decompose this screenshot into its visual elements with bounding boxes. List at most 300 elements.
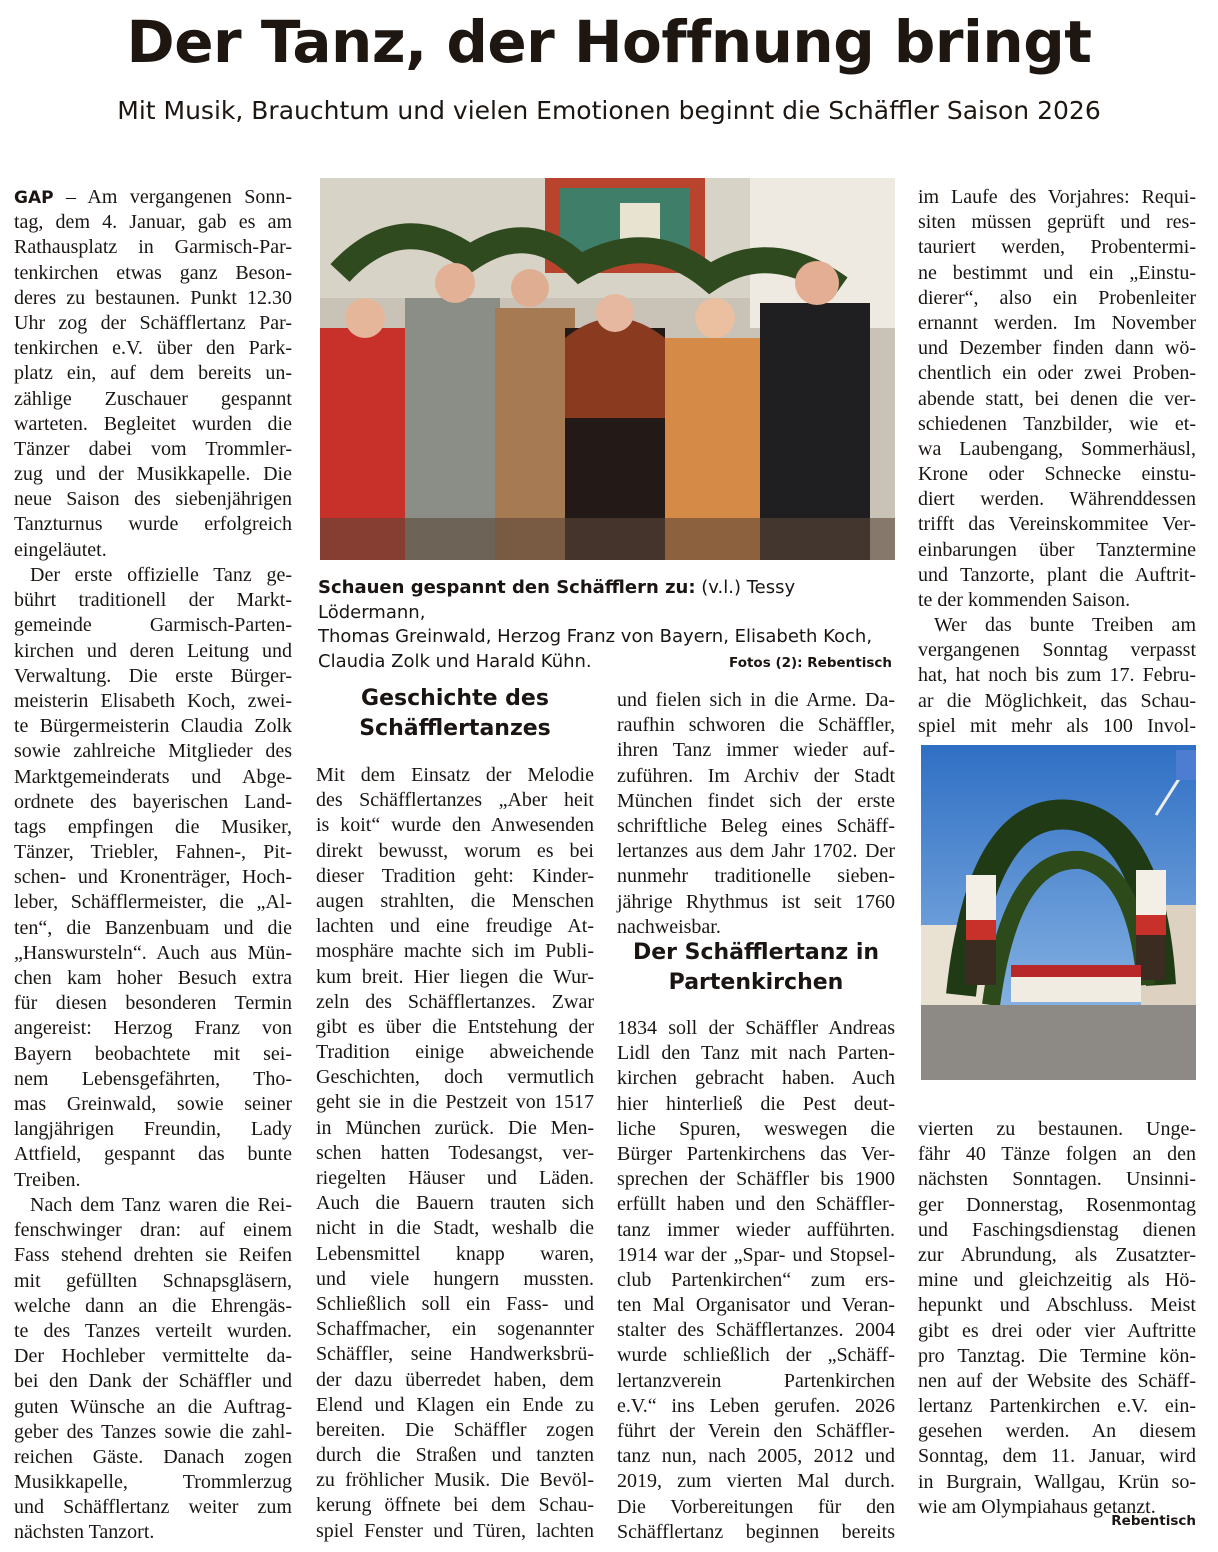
text-line-content xyxy=(316,1368,594,1393)
text: einbarungen über Tanztermine xyxy=(918,538,1196,561)
text: tag, dem 4. Januar, gab es am xyxy=(14,211,292,234)
text-line xyxy=(316,939,594,964)
text: diert werden. Währenddessen xyxy=(918,488,1196,511)
text-line-content xyxy=(14,185,292,211)
text-line xyxy=(14,311,292,336)
text-line-content xyxy=(918,336,1196,361)
text: Schließlich soll ein Fass- und xyxy=(316,1292,594,1315)
text: fähr 40 Tänze folgen an den xyxy=(918,1143,1196,1166)
text-line xyxy=(617,1167,895,1192)
headline: Der Tanz, der Hoffnung bringt xyxy=(126,8,1092,76)
text: Attfield, gespannt das bunte xyxy=(14,1143,292,1166)
text-line-content xyxy=(14,1092,292,1117)
text-line xyxy=(14,1369,292,1394)
text-line-content xyxy=(316,1065,594,1090)
text: Bürger Partenkirchens das Ver- xyxy=(617,1142,895,1165)
text: liche Spuren, weswegen die xyxy=(617,1117,895,1140)
text-line-content xyxy=(14,639,292,664)
text: schen hatten Todesangst, ver- xyxy=(316,1141,594,1164)
text-line xyxy=(14,1294,292,1319)
text-line-content xyxy=(14,840,292,865)
text-line xyxy=(316,1242,594,1267)
text-line xyxy=(918,437,1196,462)
text-line xyxy=(918,588,1196,613)
text-line xyxy=(918,512,1196,537)
paragraph xyxy=(14,185,292,563)
text-line-content xyxy=(918,311,1196,336)
text-line xyxy=(14,613,292,638)
text-line-content xyxy=(316,1015,594,1040)
text-line xyxy=(14,210,292,235)
text-line xyxy=(14,991,292,1016)
paragraph xyxy=(617,688,895,940)
text-line-content xyxy=(316,990,594,1015)
text-line-content xyxy=(14,286,292,311)
text-line xyxy=(316,864,594,889)
text-line-content xyxy=(617,1318,895,1343)
text: ten Mal Organisator und Veran- xyxy=(617,1294,895,1317)
text-line xyxy=(14,462,292,487)
text-line xyxy=(14,235,292,260)
heading-line: Schäfflertanzes xyxy=(359,716,551,741)
text-line xyxy=(918,487,1196,512)
text-line-content xyxy=(617,915,721,940)
text-line-content xyxy=(14,1142,292,1167)
text-line-content xyxy=(316,1166,594,1191)
text-line-content xyxy=(14,1470,292,1495)
text: vierten zu bestaunen. Unge- xyxy=(918,1118,1196,1140)
text-line xyxy=(617,1066,895,1091)
text: Schäffler, seine Handwerksbrü- xyxy=(316,1343,594,1366)
text-line-content xyxy=(316,864,594,889)
text-line xyxy=(316,1141,594,1166)
text-line xyxy=(14,765,292,790)
text: tenkirchen etwas ganz Beson- xyxy=(14,261,292,284)
text-line xyxy=(316,1116,594,1141)
text: Schäfflertanz beginnen bereits xyxy=(617,1520,895,1543)
text: schen- und Kronenträger, Hoch- xyxy=(14,866,292,889)
text: Auch die Bauern trauten sich xyxy=(316,1192,594,1215)
text-line-content xyxy=(617,789,895,814)
text-line-content xyxy=(14,1395,292,1420)
text-line xyxy=(918,361,1196,386)
text-line-content xyxy=(918,361,1196,386)
text-line xyxy=(14,890,292,915)
text-line xyxy=(316,1090,594,1115)
text-line xyxy=(316,763,594,788)
text-line xyxy=(918,689,1196,714)
text-line-content xyxy=(316,1040,594,1065)
text-line-content xyxy=(617,864,895,889)
text-line-content xyxy=(316,1519,594,1544)
text: Marktgemeinderats und Abge- xyxy=(14,765,292,788)
text-line-content xyxy=(14,235,292,260)
text-line xyxy=(14,1067,292,1092)
text-line xyxy=(918,1142,1196,1167)
text-line-content xyxy=(617,1016,895,1041)
text-line-content xyxy=(617,1343,895,1368)
text-line xyxy=(617,1243,895,1268)
text-line xyxy=(918,663,1196,688)
text-line-content xyxy=(617,1495,895,1520)
text-line xyxy=(617,1117,895,1142)
text-line xyxy=(316,839,594,864)
text-line-content xyxy=(617,1369,895,1394)
text-line xyxy=(14,336,292,361)
text-line-content xyxy=(918,1117,1196,1142)
text: spiel mit mehr als 100 Invol- xyxy=(918,714,1196,737)
text-line-content xyxy=(617,1419,895,1444)
text-line xyxy=(14,840,292,865)
text-line-content xyxy=(918,437,1196,462)
heading-line: Partenkirchen xyxy=(668,970,844,995)
text: nicht in die Stadt, weshalb die xyxy=(316,1217,594,1240)
text-line xyxy=(14,1042,292,1067)
text-line-content xyxy=(14,1243,292,1268)
caption-line: Thomas Greinwald, Herzog Franz von Bayern, Elisabeth Koch, xyxy=(318,626,873,647)
paragraph xyxy=(918,1117,1196,1520)
text-line xyxy=(316,1519,594,1544)
text-line xyxy=(14,865,292,890)
text-line xyxy=(14,1092,292,1117)
text: „Hanswursteln“. Auch aus Mün- xyxy=(14,941,292,964)
text: gibt es drei oder vier Auftritte xyxy=(918,1319,1196,1342)
text-line xyxy=(918,1243,1196,1268)
text-line-content xyxy=(617,713,895,738)
text: te des Tanzes verteilt wurden. xyxy=(14,1319,292,1342)
text-line-content xyxy=(14,664,292,689)
text-line-content xyxy=(918,538,1196,563)
caption-bold: Schauen gespannt den Schäfflern zu: xyxy=(318,577,696,598)
text-line xyxy=(14,1395,292,1420)
text: und Schäfflertanz weiter zum xyxy=(14,1496,292,1519)
text-line xyxy=(14,361,292,386)
text-line-content xyxy=(918,1193,1196,1218)
text-line xyxy=(316,1065,594,1090)
dateline: GAP xyxy=(14,188,54,208)
text-line-content xyxy=(918,563,1196,588)
text-line xyxy=(14,1495,292,1520)
text-line-content xyxy=(617,1066,895,1091)
text-line xyxy=(918,563,1196,588)
text-line xyxy=(918,1470,1196,1495)
text-line xyxy=(316,1493,594,1518)
text-line-content xyxy=(14,487,292,512)
text-line-content xyxy=(316,1468,594,1493)
text-line-content xyxy=(14,966,292,991)
text: Lebensmittel knapp waren, xyxy=(316,1242,594,1265)
text: sowie zahlreiche Mitglieder des xyxy=(14,740,292,763)
text: Wer das bunte Treiben am xyxy=(934,614,1196,636)
text: München findet sich der erste xyxy=(617,789,895,812)
text-line xyxy=(617,1469,895,1494)
text-line xyxy=(617,688,895,713)
text-line xyxy=(918,210,1196,235)
text: vergangenen Sonntag verpasst xyxy=(918,639,1196,662)
text: erfüllt haben und den Schäffler- xyxy=(617,1193,895,1216)
text-line xyxy=(617,789,895,814)
text-line-content xyxy=(14,1269,292,1294)
text-line-content xyxy=(617,1444,895,1469)
text-line-content xyxy=(316,914,594,939)
text-line-content xyxy=(918,1470,1196,1495)
text: Rathausplatz in Garmisch-Par- xyxy=(14,236,292,259)
text-line-content xyxy=(918,286,1196,311)
text-line-content xyxy=(14,1294,292,1319)
text-line xyxy=(918,412,1196,437)
text-line-content xyxy=(14,1420,292,1445)
text-line xyxy=(316,1317,594,1342)
text-line-content xyxy=(316,965,594,990)
text-line-content xyxy=(14,739,292,764)
text: Tanzturnus wurde erfolgreich xyxy=(14,513,292,536)
text-line-content xyxy=(617,1092,895,1117)
text: für diesen besonderen Termin xyxy=(14,992,292,1015)
text-line xyxy=(316,1418,594,1443)
text: wie am Olympiahaus getanzt. xyxy=(918,1495,1156,1518)
text: augen strahlten, die Menschen xyxy=(316,889,594,912)
text-line xyxy=(14,1168,292,1193)
text-line xyxy=(14,437,292,462)
text-line-content xyxy=(14,1117,292,1142)
text-line xyxy=(14,1319,292,1344)
text-line xyxy=(14,512,292,537)
text-line xyxy=(14,790,292,815)
text: lertanz Partenkirchen e.V. ein- xyxy=(918,1395,1196,1418)
text-line xyxy=(14,1016,292,1041)
text: kirchen gebracht haben. Auch xyxy=(617,1067,895,1090)
text-line xyxy=(617,1218,895,1243)
heading-line: Der Schäfflertanz in xyxy=(632,940,880,965)
text-line-content xyxy=(316,1317,594,1342)
text-line xyxy=(14,941,292,966)
text-line-content xyxy=(14,336,292,361)
text: gemeinde Garmisch-Parten- xyxy=(14,614,292,637)
text-line-content xyxy=(918,714,1196,739)
text-line xyxy=(316,788,594,813)
text-line xyxy=(617,814,895,839)
subheadline: Mit Musik, Brauchtum und vielen Emotionen beginnt die Schäffler Saison 2026 xyxy=(117,96,1101,125)
text-line-content xyxy=(617,1041,895,1066)
text: kerung öffnete bei dem Schau- xyxy=(316,1494,594,1517)
text-line-content xyxy=(14,538,107,563)
text: mas Greinwald, sowie seiner xyxy=(14,1092,292,1115)
text-line-content xyxy=(617,1243,895,1268)
text: Verwaltung. Die erste Bürger- xyxy=(14,664,292,687)
text-line-content xyxy=(918,185,1196,210)
text: durch die Straßen und tanzten xyxy=(316,1444,594,1467)
text-line-content xyxy=(14,1319,292,1344)
text-line-content xyxy=(918,1369,1196,1394)
text-line-content xyxy=(617,1520,895,1545)
text-line-content xyxy=(14,916,292,941)
text: Schaffmacher, ein sogenannter xyxy=(316,1318,594,1341)
text-line xyxy=(14,1470,292,1495)
text-line xyxy=(918,311,1196,336)
text: lachten und eine freudige At- xyxy=(316,915,594,938)
text-line-content xyxy=(934,613,1196,638)
text-line xyxy=(918,462,1196,487)
text-line-content xyxy=(316,1393,594,1418)
text-line xyxy=(617,1318,895,1343)
text-line-content xyxy=(316,1443,594,1468)
text-line xyxy=(918,336,1196,361)
text: Krone oder Schnecke einstu- xyxy=(918,463,1196,486)
text: ordnete des bayerischen Land- xyxy=(14,790,292,813)
text: Geschichten, doch vermutlich xyxy=(316,1066,594,1089)
text: Tänzer, Triebler, Fahnen-, Pit- xyxy=(14,841,292,864)
text-line-content xyxy=(918,512,1196,537)
text-line-content xyxy=(14,991,292,1016)
text-line-content xyxy=(14,261,292,286)
text-line xyxy=(14,1269,292,1294)
text-line xyxy=(918,1444,1196,1469)
text: – Am vergangenen Sonn- xyxy=(53,186,292,208)
text: raufhin schworen die Schäffler, xyxy=(617,714,895,737)
text: geht sie in die Pestzeit von 1517 xyxy=(316,1091,594,1114)
caption-line: (v.l.) Tessy Lödermann, xyxy=(318,577,796,623)
text-line xyxy=(316,1443,594,1468)
author-credit: Rebentisch xyxy=(1111,1513,1196,1529)
text: bührt traditionell der Markt- xyxy=(14,589,292,612)
text-line xyxy=(316,1267,594,1292)
text: Uhr zog der Schäfflertanz Par- xyxy=(14,311,292,334)
text-line-content xyxy=(918,210,1196,235)
text-line-content xyxy=(918,462,1196,487)
text-line xyxy=(918,714,1196,739)
text: mit gefüllten Schnapsgläsern, xyxy=(14,1269,292,1292)
text-line-content xyxy=(14,1445,292,1470)
text: Treiben. xyxy=(14,1168,81,1191)
text: siten müssen geprüft und res- xyxy=(918,211,1196,234)
text-line xyxy=(617,1192,895,1217)
text-line-content xyxy=(14,1495,292,1520)
text: Bayern beobachtete mit sei- xyxy=(14,1042,292,1065)
photo-guests xyxy=(320,178,895,560)
text-line-content xyxy=(918,1419,1196,1444)
text-line xyxy=(918,1394,1196,1419)
text: ne bestimmt und ein „Einstu- xyxy=(918,261,1196,284)
text-line xyxy=(918,1117,1196,1142)
heading-line: Geschichte des xyxy=(361,686,549,711)
paragraph xyxy=(316,763,594,1544)
text-line-content xyxy=(316,763,594,788)
paragraph xyxy=(14,1193,292,1546)
text-line-content xyxy=(14,890,292,915)
text-line-content xyxy=(316,1418,594,1443)
text-line xyxy=(617,764,895,789)
text-line xyxy=(316,1292,594,1317)
text-line-content xyxy=(316,1292,594,1317)
text: gesehen werden. An diesem xyxy=(918,1420,1196,1443)
text: in Burgrain, Wallgau, Krün so- xyxy=(918,1470,1196,1493)
text-line xyxy=(14,739,292,764)
text-line-content xyxy=(918,588,1130,613)
text: nunmehr traditionelle sieben- xyxy=(617,865,895,888)
text-line xyxy=(918,1344,1196,1369)
text: guten Wünsche an die Auftrag- xyxy=(14,1395,292,1418)
text-line xyxy=(617,1394,895,1419)
text: wa Laubengang, Sommerhäusl, xyxy=(918,437,1196,460)
text: der dazu überredet haben, dem xyxy=(316,1368,594,1391)
text: neue Saison des siebenjährigen xyxy=(14,488,292,511)
text-line xyxy=(14,1193,292,1218)
text: schiedenen Tanzbilder, wie et- xyxy=(918,412,1196,435)
text-line xyxy=(14,966,292,991)
text-line xyxy=(14,185,292,210)
text-line xyxy=(14,1218,292,1243)
text: Lidl den Tanz mit nach Parten- xyxy=(617,1042,895,1065)
text-line xyxy=(617,1369,895,1394)
text-line xyxy=(617,1495,895,1520)
text-line-content xyxy=(918,1344,1196,1369)
text: meisterin Elisabeth Koch, zwei- xyxy=(14,689,292,712)
text-line-content xyxy=(14,815,292,840)
text-line-content xyxy=(617,1469,895,1494)
text-line-content xyxy=(316,788,594,813)
paragraph xyxy=(14,563,292,1193)
text-line xyxy=(14,689,292,714)
text: tags empfingen die Musiker, xyxy=(14,815,292,838)
text: lertanzes aus dem Jahr 1702. Der xyxy=(617,840,895,863)
text: direkt bewusst, worum es bei xyxy=(316,839,594,862)
text: bei den Dank der Schäffler und xyxy=(14,1370,292,1393)
text-line-content xyxy=(918,387,1196,412)
paragraph xyxy=(918,185,1196,613)
text-line xyxy=(918,286,1196,311)
text-line xyxy=(14,639,292,664)
text-line xyxy=(14,1117,292,1142)
text: bereiten. Die Schäffler zogen xyxy=(316,1418,594,1441)
text: Der Hochleber vermittelte da- xyxy=(14,1345,292,1368)
text-line xyxy=(14,1243,292,1268)
paragraph xyxy=(617,1016,895,1545)
text-line-content xyxy=(14,1042,292,1067)
text: gibt es über die Entstehung der xyxy=(316,1015,594,1038)
text-line-content xyxy=(30,1193,292,1218)
text: warteten. Begleitet wurden die xyxy=(14,412,292,435)
text-line-content xyxy=(617,1117,895,1142)
text-line xyxy=(617,1343,895,1368)
text: is koit“ wurde den Anwesenden xyxy=(316,814,594,837)
text-line-content xyxy=(617,764,895,789)
text-line xyxy=(14,916,292,941)
text: club Partenkirchen“ zum ers- xyxy=(617,1268,895,1291)
text: Die Vorbereitungen für den xyxy=(617,1495,895,1518)
text: zeln des Schäfflertanzes. Zwar xyxy=(316,990,594,1013)
text: deres zu bestaunen. Punkt 12.30 xyxy=(14,286,292,309)
text-line-content xyxy=(14,1344,292,1369)
text: nächsten Sonntagen. Unsinni- xyxy=(918,1168,1196,1191)
text-line-content xyxy=(14,210,292,235)
text-line-content xyxy=(617,1394,895,1419)
text: Sonntag, dem 11. Januar, wird xyxy=(918,1445,1196,1468)
text: mosphäre machte sich im Publi- xyxy=(316,940,594,963)
text: tauriert werden, Probentermi- xyxy=(918,236,1196,259)
text-line-content xyxy=(316,889,594,914)
text-line xyxy=(316,990,594,1015)
text: eingeläutet. xyxy=(14,538,107,561)
text: welche dann an die Ehrengäs- xyxy=(14,1294,292,1317)
text-line-content xyxy=(617,1142,895,1167)
text: und viele hungern mussten. xyxy=(316,1267,594,1290)
text: Mit dem Einsatz der Melodie xyxy=(316,764,594,786)
text-line-content xyxy=(316,939,594,964)
text: te Bürgermeisterin Claudia Zolk xyxy=(14,715,292,738)
text-line xyxy=(14,1344,292,1369)
text-line-content xyxy=(918,1293,1196,1318)
text-line-content xyxy=(14,437,292,462)
